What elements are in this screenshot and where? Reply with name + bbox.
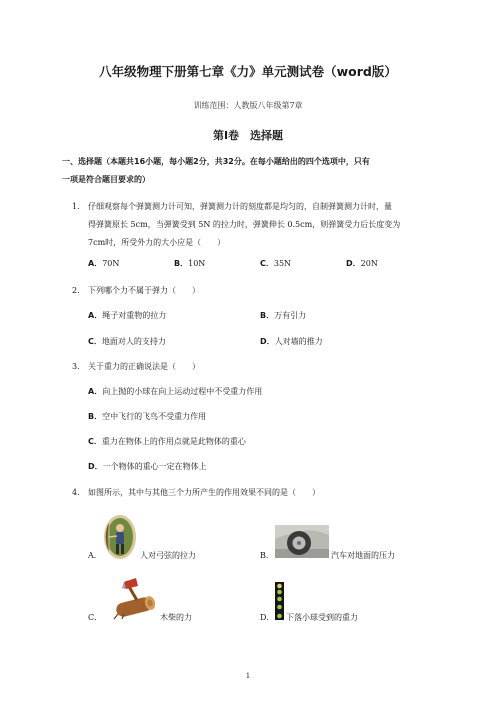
q2-option-a: A．绳子对重物的拉力 (88, 311, 167, 320)
q1-option-b: B．10N (174, 259, 206, 268)
question-number: 2. (72, 286, 80, 295)
question-1-line-2: 得弹簧原长 5cm，当弹簧受到 5N 的拉力时，弹簧伸长 0.5cm，则弹簧受力后长度变为 (88, 220, 401, 229)
question-number: 3. (72, 362, 80, 371)
question-4 (72, 484, 434, 502)
q3-option-a: A．向上抛的小球在向上运动过程中不受重力作用 (88, 387, 263, 396)
q1-option-c: C．35N (260, 259, 292, 268)
falling-ball-image (275, 582, 284, 620)
q3-option-b: B．空中飞行的飞鸟不受重力作用 (88, 412, 207, 421)
axe-log-image (110, 576, 158, 620)
q4-option-a-text: 人对弓弦的拉力 (140, 551, 196, 560)
question-2 (72, 282, 434, 300)
question-3 (72, 358, 434, 376)
question-text: 关于重力的正确说法是（ ） (88, 362, 200, 371)
question-number: 1. (72, 202, 80, 211)
document-subtitle: 训练范围：人教版八年级第7章 (193, 101, 303, 110)
document-title: 八年级物理下册第七章《力》单元测试卷（word版） (99, 64, 397, 79)
q2-option-c: C．地面对人的支持力 (88, 337, 166, 346)
archer-image (103, 514, 137, 560)
q4-option-d-label: D． (260, 613, 275, 622)
q4-option-b-text: 汽车对地面的压力 (331, 551, 395, 560)
q3-option-c: C．重力在物体上的作用点就是此物体的重心 (88, 437, 246, 446)
question-text-line: 仔细观察每个弹簧测力计可知，弹簧测力计的刻度都是均匀的，自制弹簧测力计时，量 (88, 202, 392, 211)
car-wheel-image (275, 525, 329, 558)
q4-option-a-label: A． (88, 551, 102, 560)
q4-option-c-label: C． (88, 613, 103, 622)
q4-option-b-label: B． (260, 551, 274, 560)
question-1-line-3: 7cm时，所受外力的大小应是（ ） (88, 238, 226, 247)
question-text: 下列哪个力不属于弹力（ ） (88, 286, 200, 295)
q1-option-d: D．20N (346, 259, 378, 268)
q1-option-a: A．70N (88, 259, 120, 268)
question-number: 4. (72, 488, 80, 497)
q4-option-c-text: 木柴的力 (160, 613, 192, 622)
question-text: 如图所示，其中与其他三个力所产生的作用效果不同的是（ ） (88, 488, 320, 497)
question-1 (72, 198, 434, 216)
q4-option-d-text: 下落小球受到的重力 (286, 613, 358, 622)
instructions-line-1: 一、选择题（本题共16小题，每小题2分，共32分。在每小题给出的四个选项中，只有 (62, 157, 370, 166)
q2-option-b: B．万有引力 (260, 311, 307, 320)
q2-option-d: D．人对墙的推力 (260, 337, 323, 346)
instructions-line-2: 一项是符合题目要求的） (62, 175, 150, 184)
q3-option-d: D．一个物体的重心一定在物体上 (88, 462, 207, 471)
page-number: 1 (245, 672, 251, 680)
section-title: 第Ⅰ卷 选择题 (212, 129, 284, 142)
